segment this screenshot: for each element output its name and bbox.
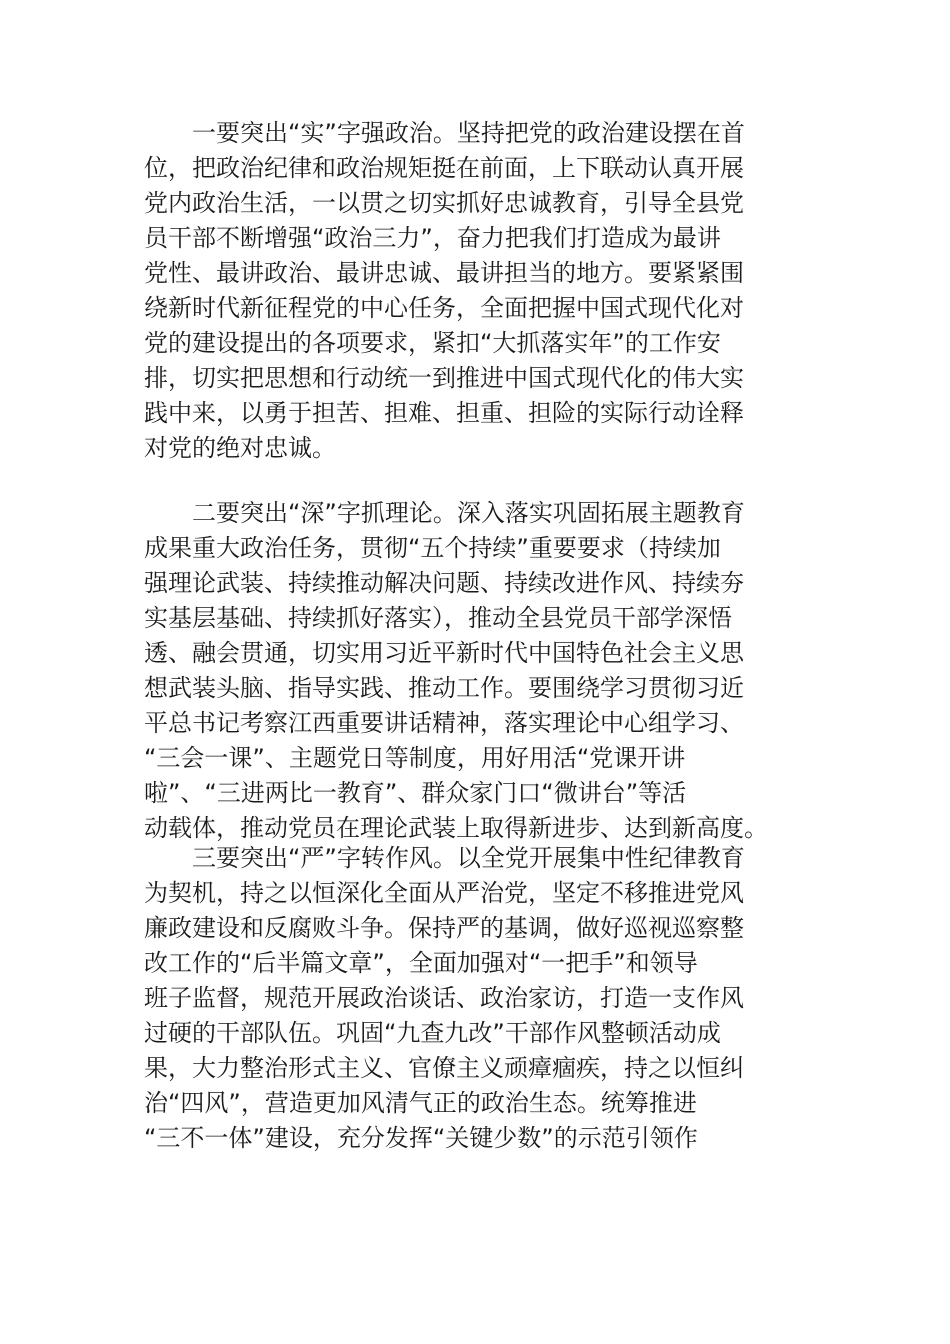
text-line: 对党的绝对忠诚。: [144, 434, 336, 462]
paragraph-3: [144, 841, 806, 1156]
text-line: 班子监督，规范开展政治谈话、政治家访，打造一支作风: [144, 984, 744, 1012]
text-line: 动载体，推动党员在理论武装上取得新进步、达到新高度。: [144, 814, 768, 842]
text-line: 改工作的“后半篇文章”，全面加强对“一把手”和领导: [144, 949, 698, 977]
text-line: 二要突出“深”字抓理论。深入落实巩固拓展主题教育: [144, 499, 745, 527]
text-line: 位，把政治纪律和政治规矩挺在前面，上下联动认真开展: [144, 154, 744, 182]
text-line: 想武装头脑、指导实践、推动工作。要围绕学习贯彻习近: [144, 674, 744, 702]
text-line: 平总书记考察江西重要讲话精神，落实理论中心组学习、: [144, 709, 744, 737]
text-line: 啦”、“三进两比一教育”、群众家门口“微讲台”等活: [144, 779, 687, 807]
text-line: 排，切实把思想和行动统一到推进中国式现代化的伟大实: [144, 364, 744, 392]
text-line: 实基层基础、持续抓好落实），推动全县党员干部学深悟: [144, 604, 732, 632]
text-line: 党内政治生活，一以贯之切实抓好忠诚教育，引导全县党: [144, 189, 744, 217]
text-line: 党的建设提出的各项要求，紧扣“大抓落实年”的工作安: [144, 329, 721, 357]
paragraph-1: [144, 116, 806, 466]
text-line: 成果重大政治任务，贯彻“五个持续”重要要求（持续加: [144, 534, 721, 562]
text-line: 透、融会贯通，切实用习近平新时代中国特色社会主义思: [144, 639, 744, 667]
text-line: 为契机，持之以恒深化全面从严治党，坚定不移推进党风: [144, 879, 744, 907]
text-line: 果，大力整治形式主义、官僚主义顽瘴痼疾，持之以恒纠: [144, 1054, 744, 1082]
text-line: 治“四风”，营造更加风清气正的政治生态。统筹推进: [144, 1089, 697, 1117]
text-line: 强理论武装、持续推动解决问题、持续改进作风、持续夯: [144, 569, 744, 597]
text-line: 绕新时代新征程党的中心任务，全面把握中国式现代化对: [144, 294, 744, 322]
text-line: 过硬的干部队伍。巩固“九查九改”干部作风整顿活动成: [144, 1019, 721, 1047]
text-line: 廉政建设和反腐败斗争。保持严的基调，做好巡视巡察整: [144, 914, 744, 942]
text-line: 员干部不断增强“政治三力”，奋力把我们打造成为最讲: [144, 224, 721, 252]
text-line: “三不一体”建设，充分发挥“关键少数”的示范引领作: [144, 1124, 698, 1152]
text-line: 践中来，以勇于担苦、担难、担重、担险的实际行动诠释: [144, 399, 744, 427]
text-line: 一要突出“实”字强政治。坚持把党的政治建设摆在首: [144, 119, 745, 147]
text-line: 党性、最讲政治、最讲忠诚、最讲担当的地方。要紧紧围: [144, 259, 744, 287]
text-line: “三会一课”、主题党日等制度，用好用活“党课开讲: [144, 744, 686, 772]
paragraph-2: [144, 496, 806, 846]
text-line: 三要突出“严”字转作风。以全党开展集中性纪律教育: [144, 844, 745, 872]
